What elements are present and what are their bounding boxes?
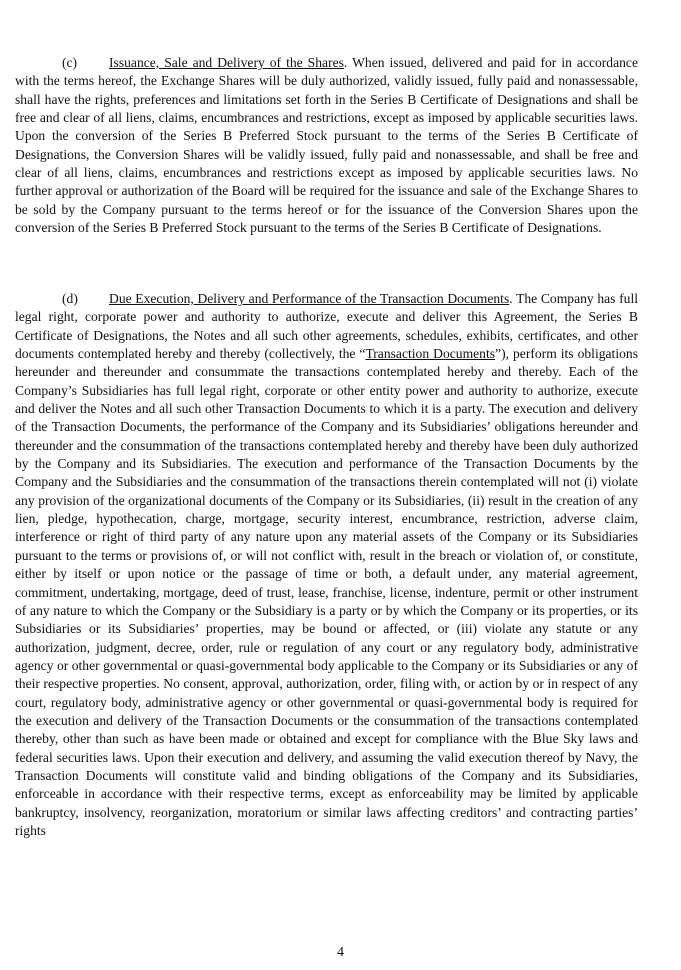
section-d-heading: Due Execution, Delivery and Performance of the Transaction Documents xyxy=(109,291,510,306)
section-c-marker: (c) xyxy=(62,55,78,70)
section-d-paragraph xyxy=(15,290,638,840)
section-c-body: . When issued, delivered and paid for in accordance with the terms hereof, the Exchange Shares will be duly authorized, validly issued, fully paid and nonassessable, shall have the rights, preferences and limitations set forth in the Series B Certificate of Designations and shall be free and clear of all liens, claims, encumbrances and restrictions, except as imposed by applicable securities laws. Upon the conversion of the Series B Preferred Stock pursuant to the terms of the Series B Certificate of Designations, the Conversion Shares will be validly issued, fully paid and nonassessable, and shall be free and clear of all liens, claims, encumbrances and restrictions except as imposed by applicable securities laws. No further approval or authorization of the Board will be required for the issuance and sale of the Exchange Shares to be sold by the Company pursuant to the terms hereof or for the issuance of the Conversion Shares upon the conversion of the Series B Preferred Stock pursuant to the terms of the Series B Certificate of Designations. xyxy=(15,55,638,236)
section-d-body-part2: ”), perform its obligations hereunder and thereunder and consummate the transactions contemplated hereby and thereby. Each of the Company’s Subsidiaries has full legal right, corporate or other entity power and authority to authorize, execute and deliver the Notes and all such other Transaction Documents to which it is a party. The execution and delivery of the Transaction Documents, the performance of the Company and its Subsidiaries’ obligations hereunder and thereunder and the consummation of the transactions contemplated hereby and thereby have been duly authorized by the Company and its Subsidiaries. The execution and performance of the Transaction Documents by the Company and the Subsidiaries and the consummation of the transactions therein contemplated will not (i) violate any provision of the organizational documents of the Company or its Subsidiaries, (ii) result in the creation of any lien, pledge, hypothecation, charge, mortgage, security interest, encumbrance, restriction, adverse claim, interference or right of third party of any nature upon any material assets of the Company or its Subsidiaries pursuant to the terms or provisions of, or will not conflict with, result in the breach or violation of, or constitute, either by itself or upon notice or the passage of time or both, a default under, any material agreement, commitment, undertaking, mortgage, deed of trust, lease, franchise, license, indenture, permit or other instrument of any nature to which the Company or the Subsidiary is a party or by which the Company or its properties, or its Subsidiaries or its Subsidiaries’ properties, may be bound or affected, or (iii) violate any statute or any authorization, judgment, decree, order, rule or regulation of any court or any regulatory body, administrative agency or other governmental or quasi-governmental body applicable to the Company or its Subsidiaries or any of their respective properties. No consent, approval, authorization, order, filing with, or action by or in respect of any court, regulatory body, administrative agency or other governmental or quasi-governmental body is required for the execution and delivery of the Transaction Documents or the consummation of the transactions contemplated thereby, other than such as have been made or obtained and except for compliance with the Blue Sky laws and federal securities laws. Upon their execution and delivery, and assuming the valid execution thereof by Navy, the Transaction Documents will constitute valid and binding obligations of the Company and its Subsidiaries, enforceable in accordance with their respective terms, except as enforceability may be limited by applicable bankruptcy, insolvency, reorganization, moratorium or similar laws affecting creditors’ and contracting parties’ rights xyxy=(15,346,638,838)
section-d-marker: (d) xyxy=(62,291,78,306)
page-number: 4 xyxy=(337,945,344,960)
section-c-paragraph xyxy=(15,54,638,237)
section-d-body-part1: . The Company has full legal right, corporate power and authority to authorize, execute and deliver this Agreement, the Series B Certificate of Designations, the Notes and all such other agreements, schedules, exhibits, certificates, and other documents contemplated hereby and thereby (collectively, the “ xyxy=(15,291,639,362)
section-c-heading: Issuance, Sale and Delivery of the Shares xyxy=(109,55,344,70)
defined-term-transaction-documents: Transaction Documents xyxy=(365,346,496,362)
